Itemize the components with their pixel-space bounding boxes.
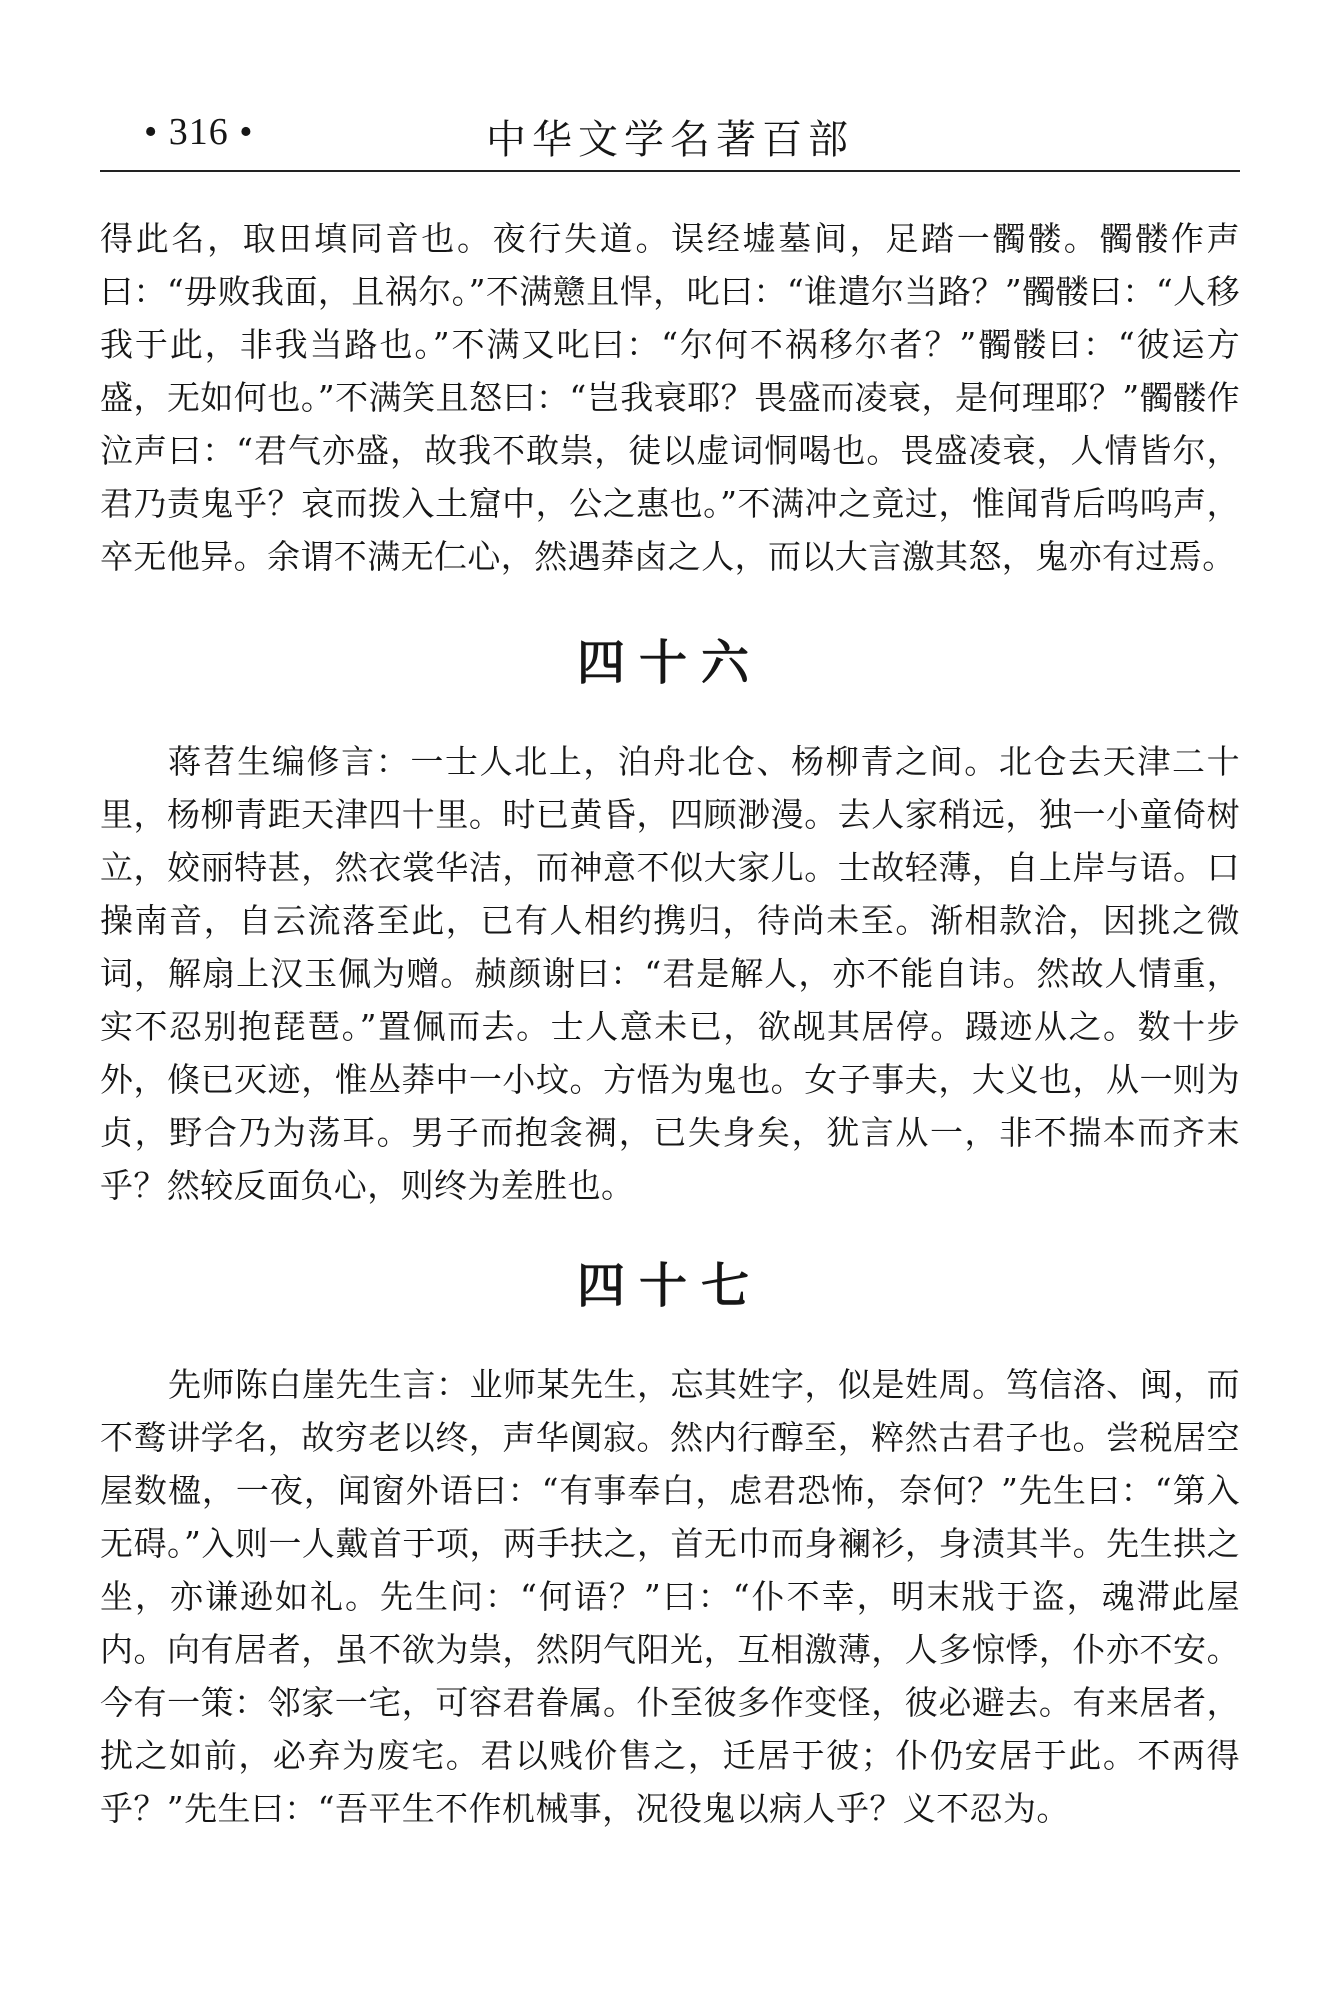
section-45-continuation-paragraph: 得此名，取田填同音也。夜行失道。误经墟墓间，足踏一髑髅。髑髅作声曰：“毋败我面，且祸尔。”不满戆且悍，叱曰：“谁遣尔当路？”髑髅曰：“人移我于此，非我当路也。”不满又叱曰：“尔何不祸移尔者？”髑髅曰：“彼运方盛，无如何也。”不满笑且怒曰：“岂我衰耶？畏盛而凌衰，是何理耶？”髑髅作泣声曰：“君气亦盛，故我不敢祟，徒以虚词恫喝也。畏盛凌衰，人情皆尔，君乃责鬼乎？哀而拨入土窟中，公之惠也。”不满冲之竟过，惟闻背后呜呜声，卒无他异。余谓不满无仁心，然遇莽卤之人，而以大言激其怒，鬼亦有过焉。 [100, 219, 1240, 576]
page-body [100, 212, 1240, 1835]
section-46-paragraph: 蒋苕生编修言：一士人北上，泊舟北仓、杨柳青之间。北仓去天津二十里，杨柳青距天津四十里。时已黄昏，四顾渺漫。去人家稍远，独一小童倚树立，姣丽特甚，然衣裳华洁，而神意不似大家儿。士故轻薄，自上岸与语。口操南音，自云流落至此，已有人相约携归，待尚未至。渐相款洽，因挑之微词，解扇上汉玉佩为赠。赪颜谢曰：“君是解人，亦不能自讳。然故人情重，实不忍别抱琵琶。”置佩而去。士人意未已，欲觇其居停。蹑迹从之。数十步外，倏已灭迹，惟丛莽中一小坟。方悟为鬼也。女子事夫，大义也，从一则为贞，野合乃为荡耳。男子而抱衾裯，已失身矣，犹言从一，非不揣本而齐末乎？然较反面负心，则终为差胜也。 [100, 742, 1240, 1205]
section-47-paragraph: 先师陈白崖先生言：业师某先生，忘其姓字，似是姓周。笃信洛、闽，而不鹜讲学名，故穷老以终，声华阒寂。然内行醇至，粹然古君子也。尝税居空屋数楹，一夜，闻窗外语曰：“有事奉白，虑君恐怖，奈何？”先生曰：“第入无碍。”入则一人戴首于项，两手扶之，首无巾而身襕衫，身渍其半。先生拱之坐，亦谦逊如礼。先生问：“何语？”曰：“仆不幸，明末戕于盗，魂滞此屋内。向有居者，虽不欲为祟，然阴气阳光，互相激薄，人多惊悸，仆亦不安。今有一策：邻家一宅，可容君眷属。仆至彼多作变怪，彼必避去。有来居者，扰之如前，必弃为废宅。君以贱价售之，迁居于彼；仆仍安居于此。不两得乎？”先生曰：“吾平生不作机械事，况役鬼以病人乎？义不忍为。 [100, 1365, 1240, 1828]
section-title-46: 四十六 [576, 635, 763, 691]
section-title-47: 四十七 [576, 1258, 763, 1314]
page-number: • 316 • [144, 111, 254, 153]
running-title: 中华文学名著百部 [486, 117, 854, 163]
header-rule [100, 170, 1240, 172]
page-header [100, 104, 1240, 166]
